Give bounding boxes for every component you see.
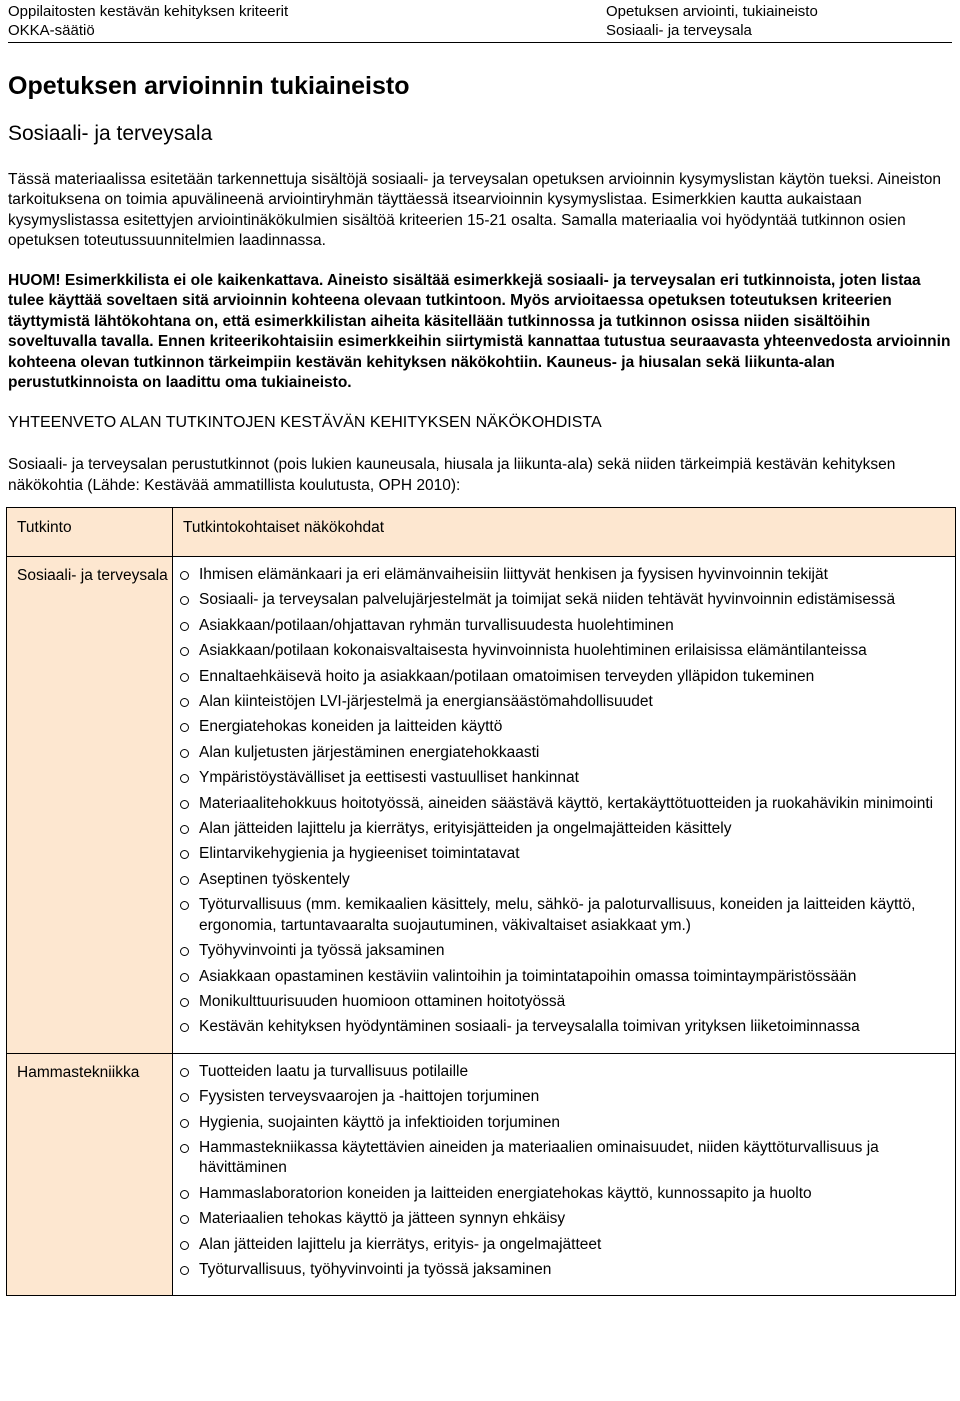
table-row xyxy=(7,557,956,1054)
list-item xyxy=(173,1260,945,1280)
aspects-list xyxy=(173,1054,955,1296)
degree-cell xyxy=(7,1053,173,1296)
aspects-list xyxy=(173,557,955,1053)
list-item-text: Fyysisten terveysvaarojen ja -haittojen torjuminen xyxy=(199,1088,540,1106)
list-item-text: Työturvallisuus (mm. kemikaalien käsittely, melu, sähkö- ja paloturvallisuus, koneiden ja laitteiden käyttö, ergonomia, tartuntavaaralta suojautuminen, väkivaltaiset asiakkaat ym.) xyxy=(199,896,916,934)
list-item-text: Kestävän kehityksen hyödyntäminen sosiaali- ja terveysalalla toimivan yrityksen liiketoiminnassa xyxy=(199,1018,860,1036)
degree-cell xyxy=(7,557,173,1054)
list-item-text: Energiatehokas koneiden ja laitteiden käyttö xyxy=(199,718,503,736)
table-header-aspects xyxy=(173,508,956,557)
bullet-icon xyxy=(180,1023,189,1032)
bullet-icon xyxy=(180,1241,189,1250)
list-item-text: Materiaalitehokkuus hoitotyössä, aineiden säästävä käyttö, kertakäyttötuotteiden ja ruokahävikin minimointi xyxy=(199,794,934,812)
table-header-aspects-label: Tutkintokohtaiset näkökohdat xyxy=(183,519,385,536)
list-item xyxy=(173,1087,945,1107)
list-item-text: Sosiaali- ja terveysalan palvelujärjestelmät ja toimijat sekä niiden tehtävät hyvinvoinnin edistämisessä xyxy=(199,591,896,609)
list-item-text: Ihmisen elämänkaari ja eri elämänvaiheisiin liittyvät henkisen ja fyysisen hyvinvoinnin tekijät xyxy=(199,566,828,583)
header-doc-type-line: Opetuksen arviointi, tukiaineisto xyxy=(606,3,818,20)
list-item xyxy=(173,768,945,788)
bullet-icon xyxy=(180,1215,189,1224)
list-item xyxy=(173,870,945,890)
header-left xyxy=(8,2,288,40)
list-item xyxy=(173,743,945,763)
list-item xyxy=(173,1209,945,1229)
bullet-icon xyxy=(180,1266,189,1275)
header-foundation-line: OKKA-säätiö xyxy=(8,22,95,39)
list-item xyxy=(173,590,945,610)
list-item-text: Hammastekniikassa käytettävien aineiden ja materiaalien ominaisuudet, niiden käyttöturvallisuus ja hävittäminen xyxy=(199,1138,879,1177)
list-item-text: Ennaltaehkäisevä hoito ja asiakkaan/potilaan omatoimisen terveyden ylläpidon tukeminen xyxy=(199,667,815,685)
list-item xyxy=(173,844,945,864)
aspects-cell xyxy=(173,557,956,1054)
section-lead: Sosiaali- ja terveysalan perustutkinnot (pois lukien kauneusala, hiusala ja liikunta-ala) sekä niiden tärkeimpiä kestävän kehityksen näkökohtia (Lähde: Kestävää ammatillista koulutusta, OPH 2010): xyxy=(8,456,896,494)
list-item-text: Asiakkaan/potilaan/ohjattavan ryhmän turvallisuudesta huolehtiminen xyxy=(199,616,674,634)
list-item-text: Monikulttuurisuuden huomioon ottaminen hoitotyössä xyxy=(199,992,566,1010)
bullet-icon xyxy=(180,622,189,631)
list-item xyxy=(173,967,945,987)
list-item-text: Alan jätteiden lajittelu ja kierrätys, erityis- ja ongelmajätteet xyxy=(199,1235,602,1253)
list-item xyxy=(173,616,945,636)
note-paragraph: HUOM! Esimerkkilista ei ole kaikenkattava. Aineisto sisältää esimerkkejä sosiaali- ja terveysalan eri tutkinnoista, joten listaa tulee käyttää soveltaen sitä arvioinnin kohteena olevaan tutkintoon. Myös arvioitaessa opetuksen toteutuksen kriteerien täyttymistä lähtökohtana on, että esimerkkilistan aiheita käsitellään tutkinnossa ja tutkinnon osissa niiden sisältöihin soveltuvalla tavalla. Ennen kriteerikohtaisiin esimerkkeihin siirtymistä kannattaa tutustua seuraavasta yhteenvedosta arvioinnin kohteena olevan tutkinnon tärkeimpiin kestävän kehityksen näkökohtiin. Kauneus- ja hiusalan sekä liikunta-alan perustutkinnoista on laadittu oma tukiaineisto. xyxy=(8,272,951,392)
list-item-text: Alan jätteiden lajittelu ja kierrätys, erityisjätteiden ja ongelmajätteiden käsittely xyxy=(199,820,732,838)
intro-text: Tässä materiaalissa esitetään tarkennettuja sisältöjä sosiaali- ja terveysalan opetuksen arvioinnin kysymyslistan käytön tueksi. Aineiston tarkoituksena on toimia apuvälineenä arviointiryhmän täyttäessä itsearvioinnin kysymyslistaa. Esimerkkien kautta aukaistaan kysymyslistassa esitettyjen arviointinäkökulmien sisältöä kriteerien 15-21 osalta. Samalla materiaalia voi hyödyntää tutkinnon osien opetuksen toteutussuunnitelmien laadinnassa. xyxy=(8,171,942,250)
list-item-text: Asiakkaan/potilaan kokonaisvaltaisesta hyvinvoinnista huolehtiminen erilaisissa elämäntilanteissa xyxy=(199,642,867,660)
degree-name: Hammastekniikka xyxy=(17,1063,140,1081)
list-item xyxy=(173,1138,945,1179)
list-item-text: Ympäristöystävälliset ja eettisesti vastuulliset hankinnat xyxy=(199,769,579,787)
table-header-degree-label: Tutkinto xyxy=(17,519,72,536)
list-item xyxy=(173,895,945,936)
bullet-icon xyxy=(180,647,189,656)
bullet-icon xyxy=(180,901,189,910)
list-item-text: Aseptinen työskentely xyxy=(199,870,350,888)
intro-paragraph xyxy=(8,170,952,252)
table-row xyxy=(7,1053,956,1296)
list-item xyxy=(173,819,945,839)
list-item xyxy=(173,941,945,961)
list-item-text: Tuotteiden laatu ja turvallisuus potilaille xyxy=(199,1062,469,1080)
list-item xyxy=(173,1113,945,1133)
bullet-icon xyxy=(180,850,189,859)
list-item-text: Alan kuljetusten järjestäminen energiatehokkaasti xyxy=(199,743,540,761)
document-title: Opetuksen arvioinnin tukiaineisto xyxy=(8,72,410,100)
header-org-line: Oppilaitosten kestävän kehityksen kriteerit xyxy=(8,3,289,20)
bullet-icon xyxy=(180,723,189,732)
bullet-icon xyxy=(180,998,189,1007)
list-item xyxy=(173,794,945,814)
header-right xyxy=(606,2,818,40)
list-item-text: Työhyvinvointi ja työssä jaksaminen xyxy=(199,942,445,960)
table-header-degree xyxy=(7,508,173,557)
bullet-icon xyxy=(180,1144,189,1153)
bullet-icon xyxy=(180,698,189,707)
list-item xyxy=(173,717,945,737)
list-item xyxy=(173,692,945,712)
bullet-icon xyxy=(180,1093,189,1102)
list-item-text: Materiaalien tehokas käyttö ja jätteen synnyn ehkäisy xyxy=(199,1210,566,1228)
criteria-table xyxy=(6,507,956,1296)
bullet-icon xyxy=(180,973,189,982)
aspects-cell xyxy=(173,1053,956,1296)
document-subtitle: Sosiaali- ja terveysala xyxy=(8,122,213,145)
degree-name: Sosiaali- ja terveysala xyxy=(17,567,168,584)
list-item-text: Asiakkaan opastaminen kestäviin valintoihin ja toimintatapoihin omassa toimintaympäristössään xyxy=(199,967,857,985)
list-item-text: Hammaslaboratorion koneiden ja laitteiden energiatehokas käyttö, kunnossapito ja huolto xyxy=(199,1184,812,1202)
list-item-text: Elintarvikehygienia ja hygieeniset toimintatavat xyxy=(199,845,520,863)
table-header-row xyxy=(7,508,956,557)
bullet-icon xyxy=(180,673,189,682)
list-item xyxy=(173,1235,945,1255)
bullet-icon xyxy=(180,876,189,885)
bullet-icon xyxy=(180,571,189,580)
list-item xyxy=(173,1062,945,1082)
bullet-icon xyxy=(180,749,189,758)
header-field-line: Sosiaali- ja terveysala xyxy=(606,22,752,39)
section-title: YHTEENVETO ALAN TUTKINTOJEN KESTÄVÄN KEHITYKSEN NÄKÖKOHDISTA xyxy=(8,414,602,431)
list-item-text: Hygienia, suojainten käyttö ja infektioiden torjuminen xyxy=(199,1113,561,1131)
bullet-icon xyxy=(180,774,189,783)
bullet-icon xyxy=(180,947,189,956)
bullet-icon xyxy=(180,596,189,605)
list-item xyxy=(173,1017,945,1037)
header-divider xyxy=(8,42,952,43)
list-item xyxy=(173,1184,945,1204)
page-header xyxy=(0,0,960,44)
bullet-icon xyxy=(180,1068,189,1077)
list-item-text: Alan kiinteistöjen LVI-järjestelmä ja energiansäästömahdollisuudet xyxy=(199,693,653,711)
bullet-icon xyxy=(180,825,189,834)
bullet-icon xyxy=(180,800,189,809)
list-item-text: Työturvallisuus, työhyvinvointi ja työssä jaksaminen xyxy=(199,1260,552,1278)
list-item xyxy=(173,992,945,1012)
bullet-icon xyxy=(180,1190,189,1199)
list-item xyxy=(173,667,945,687)
list-item xyxy=(173,641,945,661)
bullet-icon xyxy=(180,1119,189,1128)
list-item xyxy=(173,565,945,585)
